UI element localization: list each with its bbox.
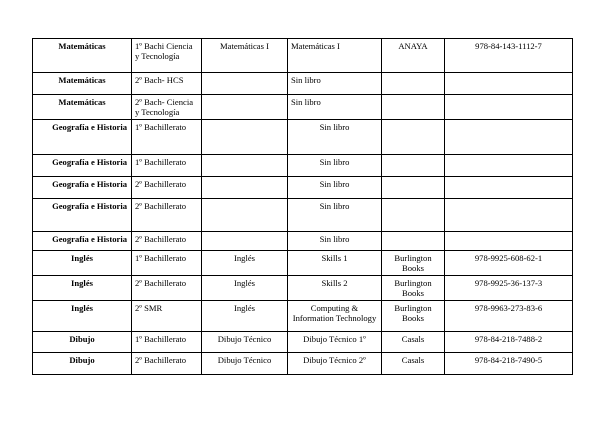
course-cell: 1º Bachillerato bbox=[132, 332, 202, 353]
subject-cell: Matemáticas bbox=[33, 39, 132, 73]
module-cell bbox=[202, 232, 288, 251]
course-cell: 2º Bachillerato bbox=[132, 276, 202, 301]
book-title-cell: Sin libro bbox=[288, 155, 382, 177]
table-row bbox=[33, 73, 573, 95]
subject-cell: Dibujo bbox=[33, 332, 132, 353]
table-row bbox=[33, 155, 573, 177]
module-cell: Matemáticas I bbox=[202, 39, 288, 73]
course-cell: 1º Bachi Ciencia y Tecnología bbox=[132, 39, 202, 73]
isbn-cell: 978-84-218-7490-5 bbox=[445, 353, 573, 375]
table-row bbox=[33, 301, 573, 332]
publisher-cell: Burlington Books bbox=[382, 251, 445, 276]
course-cell: 2º Bachillerato bbox=[132, 232, 202, 251]
subject-cell: Geografía e Historia bbox=[33, 120, 132, 155]
publisher-cell bbox=[382, 199, 445, 232]
module-cell bbox=[202, 120, 288, 155]
isbn-cell bbox=[445, 232, 573, 251]
book-title-cell: Sin libro bbox=[288, 73, 382, 95]
publisher-cell: Burlington Books bbox=[382, 276, 445, 301]
module-cell bbox=[202, 73, 288, 95]
table-row bbox=[33, 276, 573, 301]
course-cell: 1º Bachillerato bbox=[132, 251, 202, 276]
publisher-cell bbox=[382, 95, 445, 120]
subject-cell: Dibujo bbox=[33, 353, 132, 375]
module-cell: Inglés bbox=[202, 251, 288, 276]
book-title-cell: Matemáticas I bbox=[288, 39, 382, 73]
publisher-cell: Casals bbox=[382, 353, 445, 375]
module-cell bbox=[202, 155, 288, 177]
subject-cell: Inglés bbox=[33, 251, 132, 276]
table-row bbox=[33, 177, 573, 199]
isbn-cell bbox=[445, 73, 573, 95]
subject-cell: Geografía e Historia bbox=[33, 155, 132, 177]
subject-cell: Inglés bbox=[33, 276, 132, 301]
course-cell: 2º Bach- Ciencia y Tecnología bbox=[132, 95, 202, 120]
book-title-cell: Skills 1 bbox=[288, 251, 382, 276]
isbn-cell bbox=[445, 199, 573, 232]
isbn-cell bbox=[445, 155, 573, 177]
publisher-cell bbox=[382, 120, 445, 155]
subject-cell: Matemáticas bbox=[33, 73, 132, 95]
textbook-table bbox=[32, 38, 573, 375]
book-title-cell: Sin libro bbox=[288, 232, 382, 251]
subject-cell: Geografía e Historia bbox=[33, 199, 132, 232]
publisher-cell bbox=[382, 155, 445, 177]
book-title-cell: Sin libro bbox=[288, 120, 382, 155]
subject-cell: Geografía e Historia bbox=[33, 232, 132, 251]
table-row bbox=[33, 39, 573, 73]
module-cell bbox=[202, 199, 288, 232]
book-title-cell: Computing & Information Technology bbox=[288, 301, 382, 332]
table-row bbox=[33, 232, 573, 251]
book-title-cell: Skills 2 bbox=[288, 276, 382, 301]
module-cell: Dibujo Técnico bbox=[202, 332, 288, 353]
table-row bbox=[33, 120, 573, 155]
course-cell: 2º Bachillerato bbox=[132, 177, 202, 199]
isbn-cell bbox=[445, 95, 573, 120]
book-title-cell: Sin libro bbox=[288, 177, 382, 199]
module-cell: Inglés bbox=[202, 301, 288, 332]
isbn-cell bbox=[445, 120, 573, 155]
module-cell: Dibujo Técnico bbox=[202, 353, 288, 375]
course-cell: 2º Bachillerato bbox=[132, 199, 202, 232]
textbook-table-body bbox=[33, 39, 573, 375]
course-cell: 2º Bach- HCS bbox=[132, 73, 202, 95]
table-row bbox=[33, 199, 573, 232]
subject-cell: Matemáticas bbox=[33, 95, 132, 120]
table-row bbox=[33, 251, 573, 276]
publisher-cell: Burlington Books bbox=[382, 301, 445, 332]
book-title-cell: Dibujo Técnico 1º bbox=[288, 332, 382, 353]
table-row bbox=[33, 332, 573, 353]
publisher-cell bbox=[382, 177, 445, 199]
isbn-cell bbox=[445, 177, 573, 199]
isbn-cell: 978-9963-273-83-6 bbox=[445, 301, 573, 332]
book-title-cell: Sin libro bbox=[288, 199, 382, 232]
module-cell: Inglés bbox=[202, 276, 288, 301]
table-row bbox=[33, 95, 573, 120]
table-row bbox=[33, 353, 573, 375]
publisher-cell bbox=[382, 73, 445, 95]
course-cell: 2º Bachillerato bbox=[132, 353, 202, 375]
module-cell bbox=[202, 177, 288, 199]
book-title-cell: Dibujo Técnico 2º bbox=[288, 353, 382, 375]
course-cell: 1º Bachillerato bbox=[132, 155, 202, 177]
module-cell bbox=[202, 95, 288, 120]
publisher-cell: ANAYA bbox=[382, 39, 445, 73]
subject-cell: Inglés bbox=[33, 301, 132, 332]
isbn-cell: 978-9925-36-137-3 bbox=[445, 276, 573, 301]
isbn-cell: 978-84-143-1112-7 bbox=[445, 39, 573, 73]
isbn-cell: 978-9925-608-62-1 bbox=[445, 251, 573, 276]
publisher-cell bbox=[382, 232, 445, 251]
book-title-cell: Sin libro bbox=[288, 95, 382, 120]
subject-cell: Geografía e Historia bbox=[33, 177, 132, 199]
publisher-cell: Casals bbox=[382, 332, 445, 353]
course-cell: 2º SMR bbox=[132, 301, 202, 332]
course-cell: 1º Bachillerato bbox=[132, 120, 202, 155]
isbn-cell: 978-84-218-7488-2 bbox=[445, 332, 573, 353]
